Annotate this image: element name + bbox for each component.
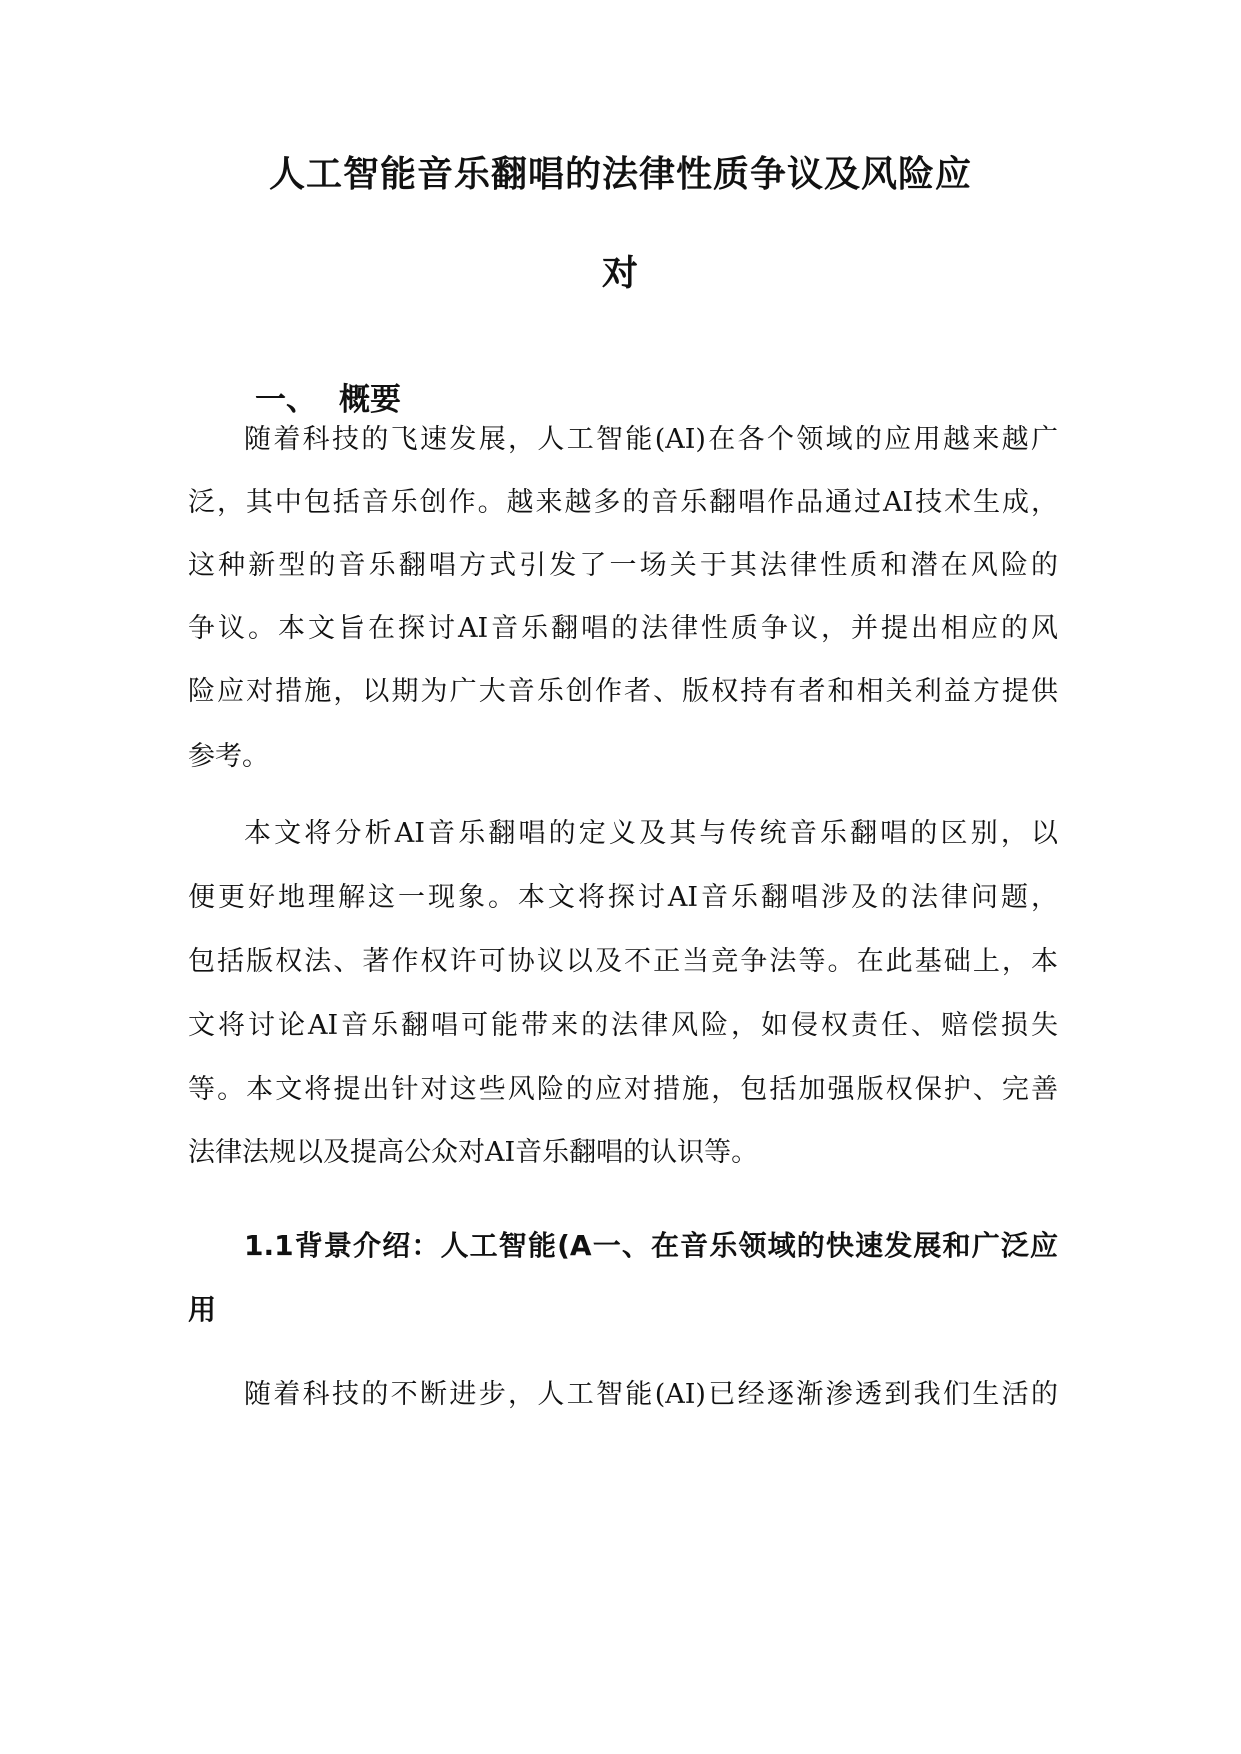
- paragraph-1-line: 随着科技的飞速发展，人工智能(AI)在各个领域的应用越来越广: [244, 424, 1058, 455]
- paragraph-3-line: 随着科技的不断进步，人工智能(AI)已经逐渐渗透到我们生活的: [244, 1379, 1058, 1410]
- section-number: 一、: [255, 382, 317, 418]
- paragraph-1-line: 争议。本文旨在探讨AI音乐翻唱的法律性质争议，并提出相应的风: [188, 613, 1058, 644]
- document-title-line-2: 对: [601, 253, 639, 294]
- paragraph-2-line: 便更好地理解这一现象。本文将探讨AI音乐翻唱涉及的法律问题，: [188, 882, 1058, 913]
- section-heading: [255, 382, 401, 418]
- section-title: 概要: [339, 382, 401, 418]
- paragraph-1-line: 这种新型的音乐翻唱方式引发了一场关于其法律性质和潜在风险的: [188, 550, 1058, 581]
- paragraph-2-line: 包括版权法、著作权许可协议以及不正当竞争法等。在此基础上，本: [188, 946, 1058, 977]
- paragraph-2-line: 文将讨论AI音乐翻唱可能带来的法律风险，如侵权责任、赔偿损失: [188, 1010, 1058, 1041]
- paragraph-1-line: 险应对措施，以期为广大音乐创作者、版权持有者和相关利益方提供: [188, 676, 1058, 707]
- paragraph-1-line: 泛，其中包括音乐创作。越来越多的音乐翻唱作品通过AI技术生成，: [188, 487, 1058, 518]
- subsection-heading-line-2: 用: [188, 1293, 217, 1326]
- paragraph-2-line: 法律法规以及提高公众对AI音乐翻唱的认识等。: [188, 1137, 759, 1168]
- paragraph-2-line: 等。本文将提出针对这些风险的应对措施，包括加强版权保护、完善: [188, 1074, 1058, 1105]
- subsection-heading-line-1: 1.1背景介绍：人工智能(A一、在音乐领域的快速发展和广泛应: [244, 1229, 1058, 1262]
- document-title-line-1: 人工智能音乐翻唱的法律性质争议及风险应: [268, 154, 972, 195]
- paragraph-2-line: 本文将分析AI音乐翻唱的定义及其与传统音乐翻唱的区别，以: [244, 818, 1058, 849]
- paragraph-1-line: 参考。: [188, 741, 269, 772]
